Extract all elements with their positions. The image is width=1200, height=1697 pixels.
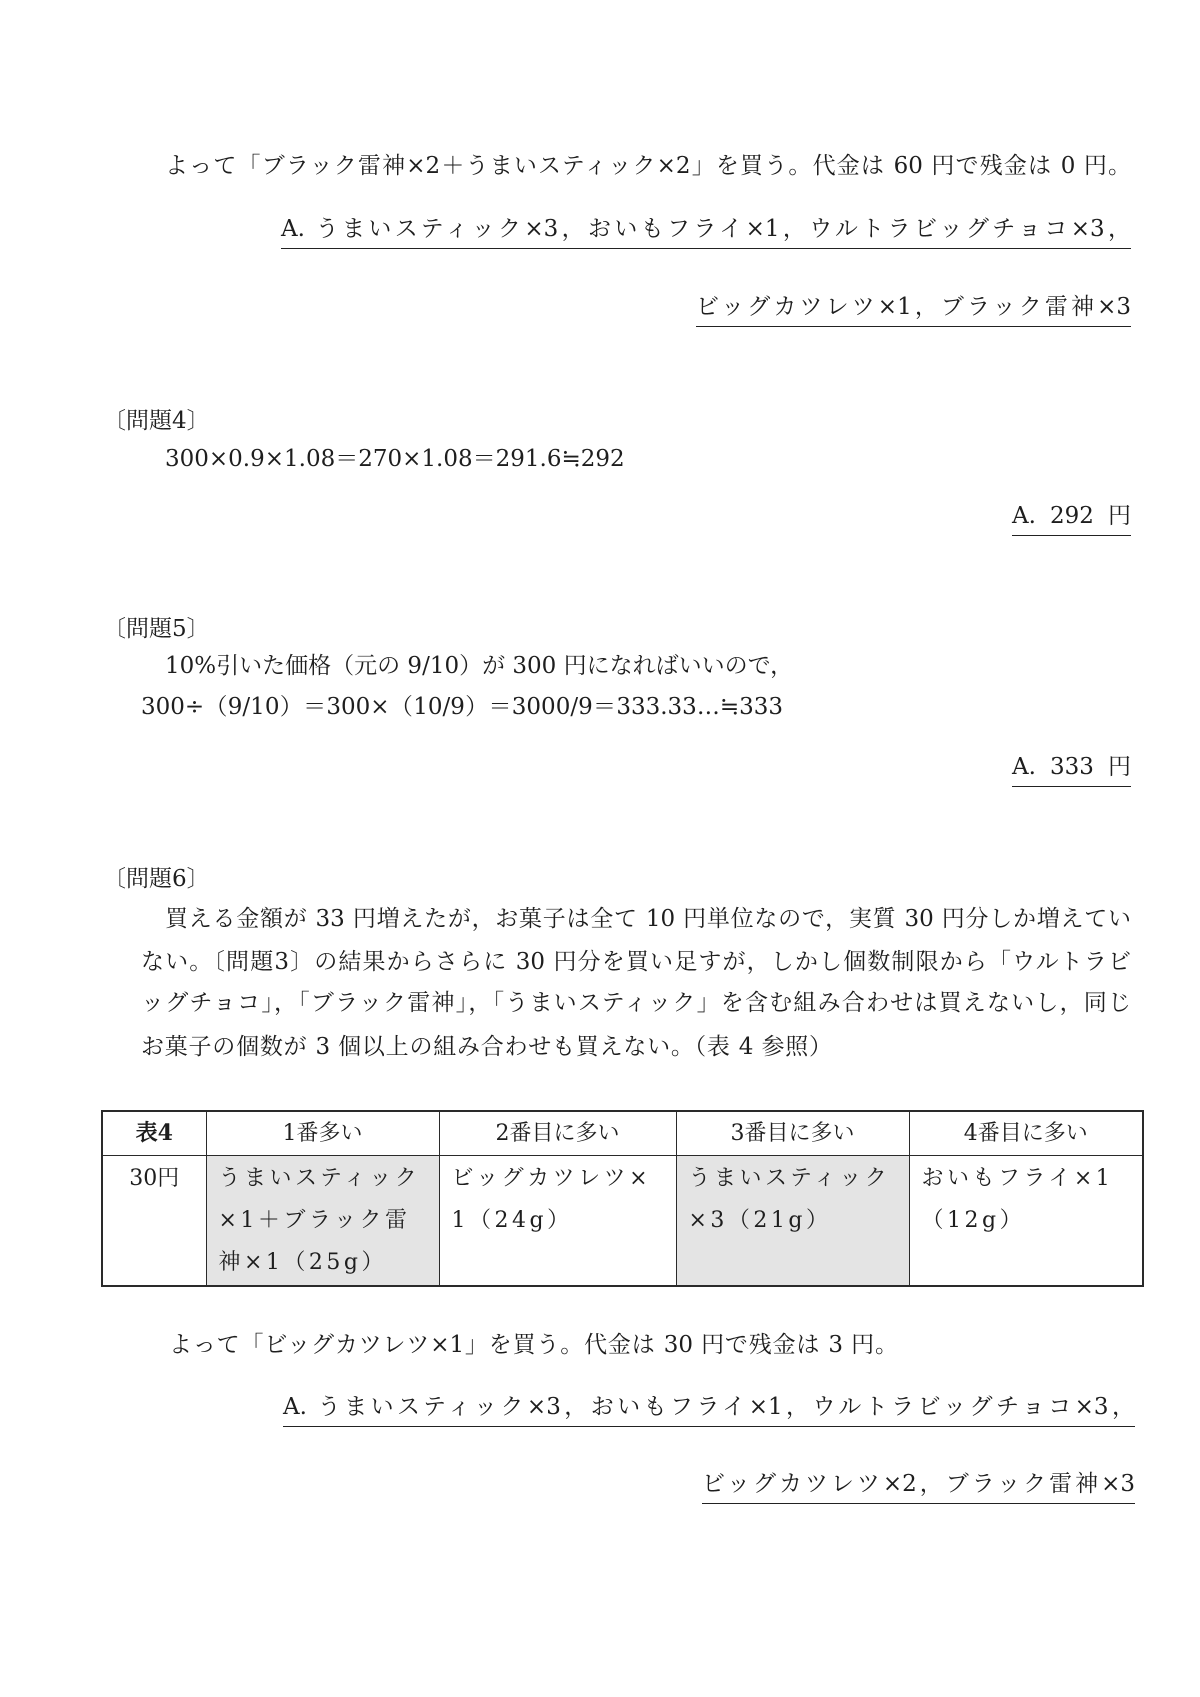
problem4-equation: 300×0.9×1.08＝270×1.08＝291.6≒292 [165,446,625,472]
table-4 [101,1110,1144,1287]
problem5-line2: 300÷（9/10）＝300×（10/9）＝3000/9＝333.33…≒333 [141,694,783,720]
problem3-answer-line2: ビッグカツレツ×1，ブラック雷神×3 [696,291,1131,327]
table-header-cell: 1番多い [206,1111,439,1156]
table-header-cell: 4番目に多い [909,1111,1143,1156]
problem5-heading: 〔問題5〕 [103,616,210,642]
table-row [102,1156,1143,1287]
table-header-cell: 2番目に多い [439,1111,676,1156]
problem6-answer-line2: ビッグカツレツ×2，ブラック雷神×3 [702,1468,1135,1504]
table-row-label: 30円 [102,1156,206,1287]
table-cell: うまいスティック×3（21g） [676,1156,909,1287]
table-cell: ビッグカツレツ×1（24g） [439,1156,676,1287]
problem4-answer: A. 292 円 [1012,500,1131,536]
table-header-cell: 3番目に多い [676,1111,909,1156]
problem4-heading: 〔問題4〕 [103,408,210,434]
problem3-conclusion: よって「ブラック雷神×2＋うまいスティック×2」を買う。代金は 60 円で残金は 0 円。 [165,153,1131,179]
problem6-paragraph-line: ッグチョコ」，「ブラック雷神」，「うまいスティック」を含む組み合わせは買えないし，同じ [141,990,1131,1016]
table-header-row [102,1111,1143,1156]
table-cell: うまいスティック×1＋ブラック雷神×1（25g） [206,1156,439,1287]
problem6-answer-line1: A. うまいスティック×3，おいもフライ×1，ウルトラビッグチョコ×3， [283,1391,1135,1427]
table-title-cell: 表4 [102,1111,206,1156]
problem6-paragraph-line: ない。〔問題3〕の結果からさらに 30 円分を買い足すが，しかし個数制限から「ウルトラビ [141,949,1131,975]
problem6-paragraph-line: お菓子の個数が 3 個以上の組み合わせも買えない。（表 4 参照） [141,1034,832,1060]
problem6-conclusion: よって「ビッグカツレツ×1」を買う。代金は 30 円で残金は 3 円。 [169,1332,898,1358]
problem5-answer: A. 333 円 [1012,751,1131,787]
table-cell: おいもフライ×1（12g） [909,1156,1143,1287]
problem6-paragraph-line: 買える金額が 33 円増えたが，お菓子は全て 10 円単位なので，実質 30 円分しか増えてい [165,906,1131,932]
problem6-heading: 〔問題6〕 [103,866,210,892]
problem3-answer-line1: A. うまいスティック×3，おいもフライ×1，ウルトラビッグチョコ×3， [281,213,1131,249]
problem5-line1: 10%引いた価格（元の 9/10）が 300 円になればいいので， [165,653,794,679]
